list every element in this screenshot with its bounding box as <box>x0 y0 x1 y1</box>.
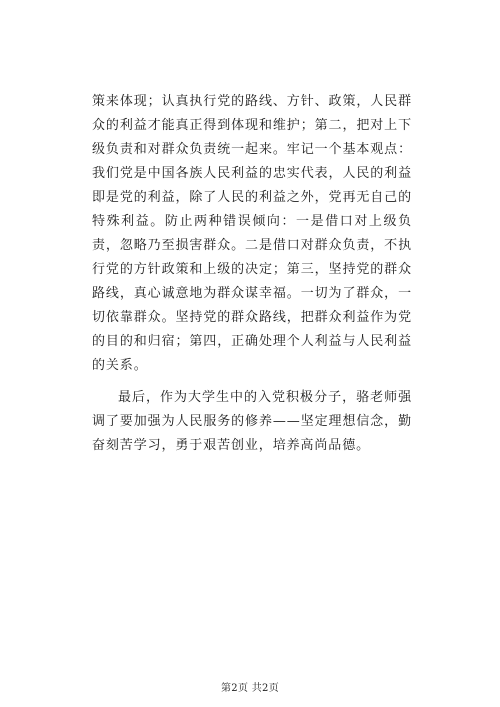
body-paragraph-2: 最后，作为大学生中的入党积极分子，骆老师强调了要加强为人民服务的修养——坚定理想信念，勤奋刻苦学习，勇于艰苦创业，培养高尚品德。 <box>92 390 412 453</box>
document-body <box>92 90 412 458</box>
body-paragraph-1: 策来体现；认真执行党的路线、方针、政策，人民群众的利益才能真正得到体现和维护；第二，把对上下级负责和对群众负责统一起来。牢记一个基本观点：我们党是中国各族人民利益的忠实代表，人民的利益即是党的利益，除了人民的利益之外，党再无自己的特殊利益。防止两种错误倾向：一是借口对上级负责，忽略乃至损害群众。二是借口对群众负责，不执行党的方针政策和上级的决定；第三，坚持党的群众路线，真心诚意地为群众谋幸福。一切为了群众，一切依靠群众。坚持党的群众路线，把群众利益作为党的目的和归宿；第四，正确处理个人利益与人民利益的关系。 <box>92 94 412 373</box>
page-number-footer: 第2页 共2页 <box>220 683 279 694</box>
